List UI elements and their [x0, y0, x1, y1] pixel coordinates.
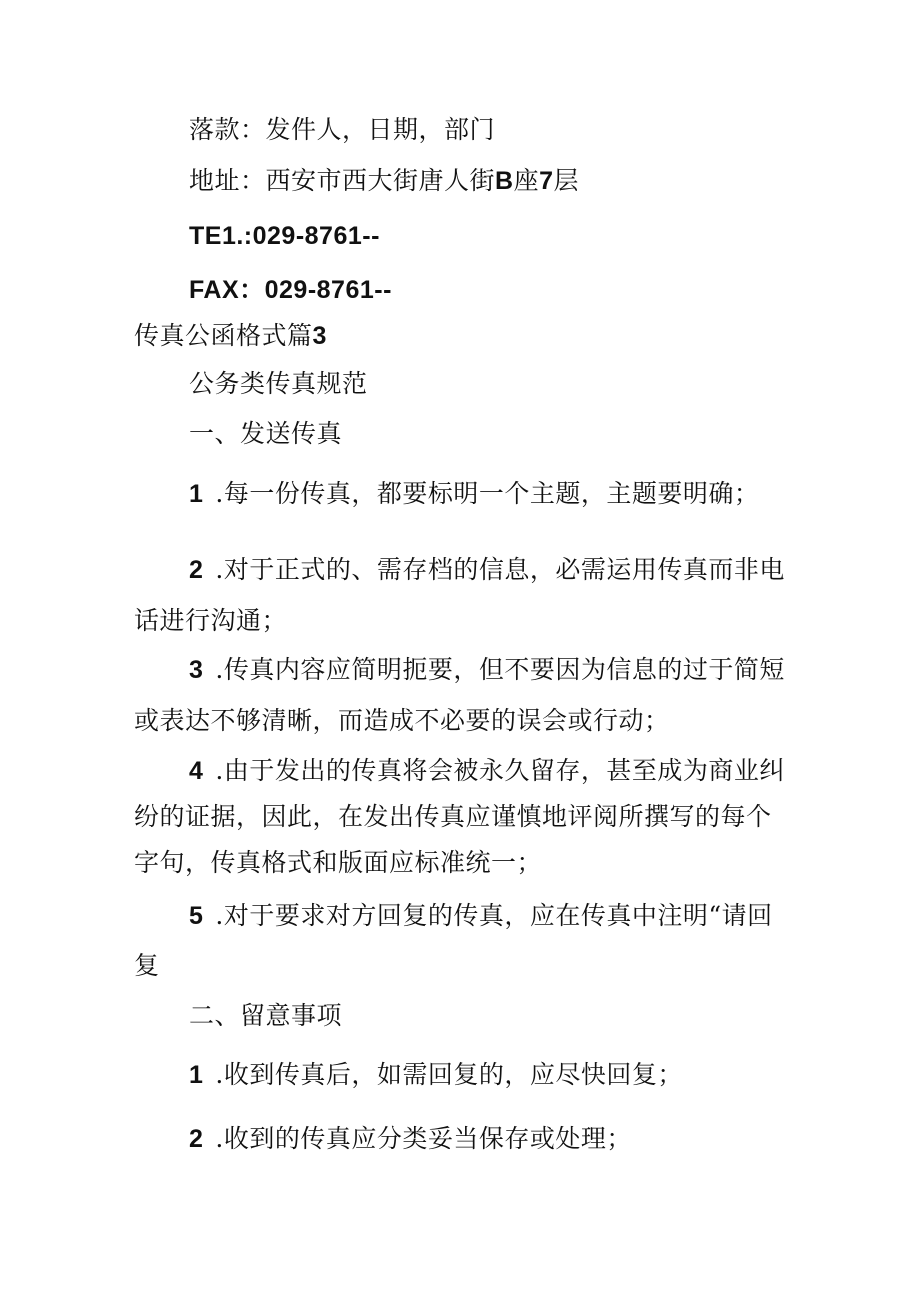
item-number: 1 — [189, 480, 204, 508]
part1-heading: 一、发送传真 — [189, 419, 343, 448]
item-number: 3 — [189, 656, 204, 684]
item-number: 2 — [189, 1125, 204, 1153]
item-number: 4 — [189, 757, 204, 785]
part1-item-2-cont: 话进行沟通； — [134, 606, 288, 635]
item-number: 5 — [189, 902, 204, 930]
address-prefix: 地址：西安市西大街唐人街 — [189, 166, 496, 195]
item-number: 1 — [189, 1061, 204, 1089]
part1-item-4-cont: 纷的证据，因此，在发出传真应谨慎地评阅所撰写的每个 — [134, 802, 772, 831]
part1-item-4-cont2: 字句，传真格式和版面应标准统一； — [134, 848, 543, 877]
section-title-text: 传真公函格式篇 — [134, 321, 313, 350]
item-number: 2 — [189, 556, 204, 584]
part1-item-2 — [189, 552, 785, 588]
part2-item-2 — [189, 1121, 632, 1157]
address-floor: 层 — [553, 166, 580, 195]
address-line — [189, 163, 579, 199]
section-title — [134, 318, 327, 354]
item-text: .每一份传真，都要标明一个主题，主题要明确； — [215, 479, 760, 508]
item-text: .收到传真后，如需回复的，应尽快回复； — [215, 1060, 683, 1089]
part1-item-1 — [189, 476, 759, 512]
address-floor-number: 7 — [539, 167, 554, 195]
part1-item-4 — [189, 753, 785, 789]
item-text: .收到的传真应分类妥当保存或处理； — [215, 1124, 632, 1153]
part1-item-3-cont: 或表达不够清晰，而造成不必要的误会或行动； — [134, 706, 670, 735]
item-text: .对于正式的、需存档的信息，必需运用传真而非电 — [215, 555, 785, 584]
address-building: B — [495, 167, 514, 195]
section-subtitle: 公务类传真规范 — [189, 369, 368, 398]
fax-line: FAX：029-8761-- — [189, 276, 392, 304]
sign-off-line: 落款：发件人，日期，部门 — [189, 115, 496, 144]
item-text: .由于发出的传真将会被永久留存，甚至成为商业纠 — [215, 756, 785, 785]
address-seat: 座 — [513, 166, 540, 195]
item-text: .传真内容应简明扼要，但不要因为信息的过于简短 — [215, 655, 785, 684]
part1-item-3 — [189, 652, 785, 688]
section-title-number: 3 — [312, 322, 327, 350]
part2-item-1 — [189, 1057, 683, 1093]
tel-line: TE1.:029-8761-- — [189, 222, 380, 250]
part2-heading: 二、留意事项 — [189, 1001, 343, 1030]
part1-item-5-cont: 复 — [134, 951, 160, 980]
part1-item-5 — [189, 898, 773, 934]
item-text: .对于要求对方回复的传真，应在传真中注明“请回 — [215, 901, 773, 930]
